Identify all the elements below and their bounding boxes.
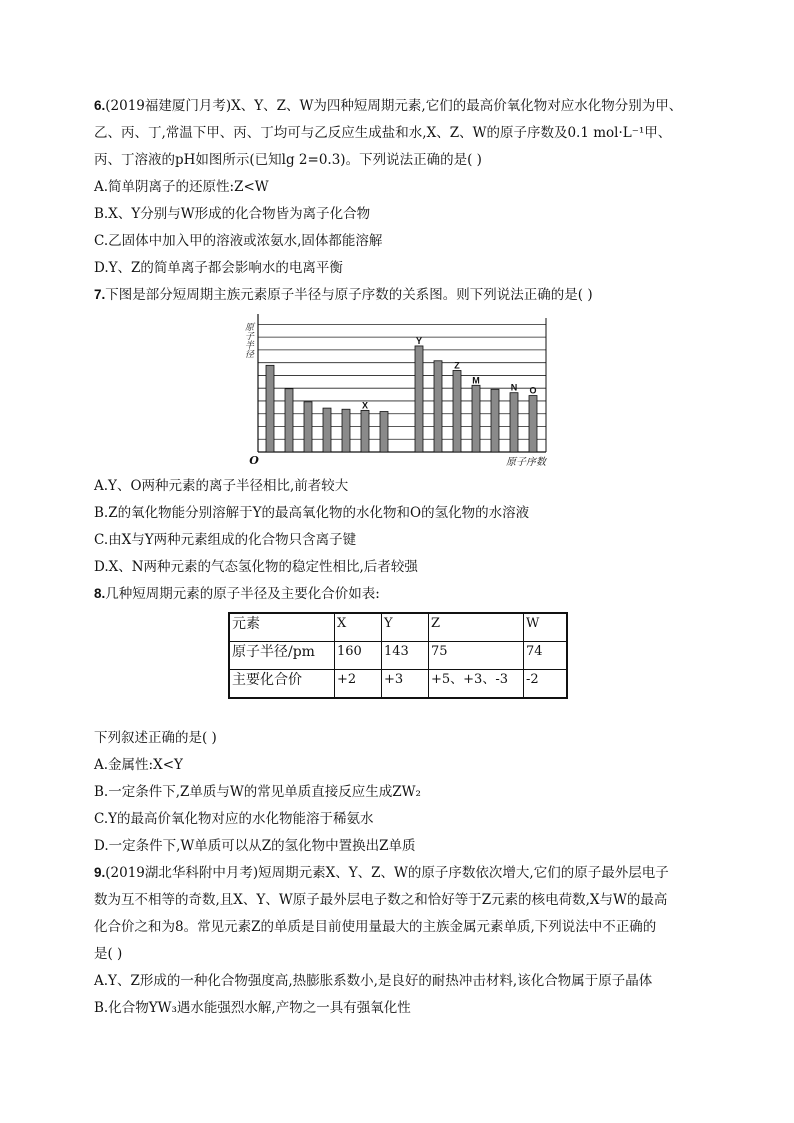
table-row: [229, 670, 567, 699]
bar-label: M: [472, 375, 480, 386]
origin-label: O: [249, 454, 259, 467]
x-axis-label: 原子序数: [506, 457, 546, 468]
table-cell: +2: [335, 670, 382, 699]
q6-option-d: D.Y、Z的简单离子都会影响水的电离平衡: [94, 260, 343, 276]
bar-label: O: [529, 385, 537, 396]
q6-option-a: A.简单阴离子的还原性:Z<W: [94, 179, 269, 195]
chart-bar: [453, 370, 461, 452]
q9-option-a: A.Y、Z形成的一种化合物强度高,热膨胀系数小,是良好的耐热冲击材料,该化合物属于原子晶体: [94, 973, 653, 989]
chart-bar: [415, 346, 423, 452]
q6-option-c: C.乙固体中加入甲的溶液或浓氨水,固体都能溶解: [94, 233, 383, 249]
bar-label: Y: [415, 335, 423, 346]
bar-label: Z: [454, 360, 460, 371]
q6-option-b: B.X、Y分别与W形成的化合物皆为离子化合物: [94, 206, 371, 222]
q7-option-a: A.Y、O两种元素的离子半径相比,前者较大: [94, 478, 349, 494]
element-table: [228, 612, 568, 699]
q7-option-d: D.X、N两种元素的气态氢化物的稳定性相比,后者较强: [94, 559, 418, 575]
table-cell: +3: [382, 670, 429, 699]
chart-bar: [529, 396, 537, 452]
table-header-cell: W: [524, 613, 568, 642]
q8-question: 下列叙述正确的是( ): [94, 730, 217, 746]
table-cell: +5、+3、-3: [429, 670, 524, 699]
q8-option-a: A.金属性:X<Y: [94, 757, 183, 773]
chart-bar: [434, 361, 442, 452]
q8-stem-text: 几种短周期元素的原子半径及主要化合价如表:: [105, 586, 380, 602]
table-header-cell: 元素: [229, 613, 335, 642]
table-header-cell: Y: [382, 613, 429, 642]
table-cell: 原子半径/pm: [229, 642, 335, 670]
table-cell: 143: [382, 642, 429, 670]
q6-number: 6.: [94, 98, 106, 113]
q9-stem-4: 是( ): [94, 946, 123, 962]
bar-label: N: [510, 382, 518, 393]
chart-bar: [361, 410, 369, 452]
chart-bar: [285, 389, 293, 452]
q9-number: 9.: [94, 865, 106, 880]
table-cell: 160: [335, 642, 382, 670]
table-cell: 75: [429, 642, 524, 670]
table-header-cell: Z: [429, 613, 524, 642]
table-header-row: [229, 613, 567, 642]
q6-stem-2: 乙、丙、丁,常温下甲、丙、丁均可与乙反应生成盐和水,X、Z、W的原子序数及0.1 mol·L⁻¹甲、: [94, 125, 672, 141]
q9-stem-2: 数为互不相等的奇数,且X、Y、W原子最外层电子数之和恰好等于Z元素的核电荷数,X与W的最高: [94, 892, 668, 908]
chart-bar: [342, 409, 350, 452]
q7-number: 7.: [94, 287, 106, 302]
q7-stem-text: 下图是部分短周期主族元素原子半径与原子序数的关系图。则下列说法正确的是( ): [105, 287, 593, 303]
chart-bar: [304, 402, 312, 452]
q6-line-1: [94, 96, 682, 116]
q6-stem-1: (2019福建厦门月考)X、Y、Z、W为四种短周期元素,它们的最高价氧化物对应水化物分别为甲、: [105, 98, 683, 114]
y-axis-label: 原子半径: [243, 322, 253, 358]
table-cell: 74: [524, 642, 568, 670]
q7-option-c: C.由X与Y两种元素组成的化合物只含离子键: [94, 532, 357, 548]
q8-option-d: D.一定条件下,W单质可以从Z的氢化物中置换出Z单质: [94, 838, 416, 854]
table-cell: -2: [524, 670, 568, 699]
q9-stem-3: 化合价之和为8。常见元素Z的单质是目前使用量最大的主族金属元素单质,下列说法中不正确的: [94, 919, 657, 935]
chart-bar: [472, 385, 480, 452]
q9-stem-1: (2019湖北华科附中月考)短周期元素X、Y、Z、W的原子序数依次增大,它们的原子最外层电子: [105, 865, 669, 881]
q8-option-c: C.Y的最高价氧化物对应的水化物能溶于稀氨水: [94, 811, 374, 827]
q8-option-b: B.一定条件下,Z单质与W的常见单质直接反应生成ZW₂: [94, 784, 421, 800]
q9-line-1: [94, 863, 669, 883]
atomic-radius-chart: [226, 310, 566, 470]
chart-bar: [323, 408, 331, 452]
chart-bar: [380, 412, 388, 452]
chart-bar: [510, 393, 518, 452]
q9-option-b: B.化合物YW₃遇水能强烈水解,产物之一具有强氧化性: [94, 1000, 411, 1016]
chart-bar: [266, 365, 274, 452]
q6-stem-3: 丙、丁溶液的pH如图所示(已知lg 2=0.3)。下列说法正确的是( ): [94, 152, 482, 168]
q8-stem: [94, 584, 380, 604]
table-header-cell: X: [335, 613, 382, 642]
q7-option-b: B.Z的氧化物能分别溶解于Y的最高氧化物的水化物和O的氢化物的水溶液: [94, 505, 530, 521]
table-row: [229, 642, 567, 670]
q7-stem: [94, 285, 593, 305]
q8-number: 8.: [94, 586, 106, 601]
bar-label: X: [361, 400, 369, 411]
table-cell: 主要化合价: [229, 670, 335, 699]
chart-bar: [491, 389, 499, 452]
